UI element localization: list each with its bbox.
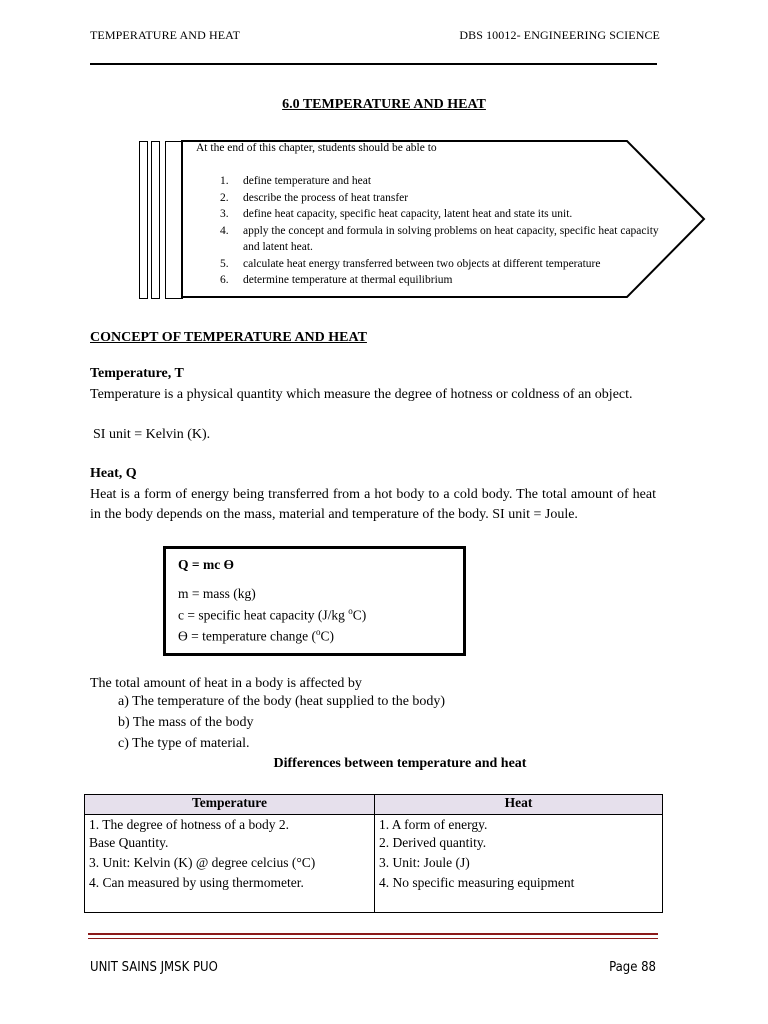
cell-line: 1. A form of energy. (379, 817, 488, 832)
temperature-heading: Temperature, T (90, 366, 184, 381)
objective-number: 3. (220, 208, 229, 220)
cell-line: 3. Unit: Joule (J) (379, 855, 470, 870)
formula-box (163, 546, 466, 656)
heat-cell (375, 815, 663, 913)
cell-line: Base Quantity. (89, 835, 169, 850)
objective-item (196, 206, 666, 223)
objective-text: describe the process of heat transfer (243, 191, 409, 204)
header-right: DBS 10012- ENGINEERING SCIENCE (459, 28, 660, 42)
table-header-temperature: Temperature (85, 795, 375, 815)
cell-line: 4. No specific measuring equipment (379, 875, 575, 890)
cell-line: 4. Can measured by using thermometer. (89, 875, 304, 890)
footer-rule (88, 933, 658, 935)
factor-item: a) The temperature of the body (heat supplied to the body) (118, 694, 446, 709)
objective-item (196, 190, 666, 207)
objective-number: 2. (220, 191, 229, 204)
table-header-row (85, 795, 663, 815)
objective-item (196, 223, 666, 256)
objective-number: 6. (220, 274, 229, 286)
factor-item: c) The type of material. (118, 736, 250, 751)
comparison-table (84, 794, 663, 913)
cell-line: 1. The degree of hotness of a body 2. (89, 817, 289, 832)
formula-equation: Q = mc ϴ (178, 557, 235, 572)
cell-line: 3. Unit: Kelvin (K) @ degree celcius (°C) (89, 855, 316, 870)
cell-line: 2. Derived quantity. (379, 835, 487, 850)
objective-text: define temperature and heat (243, 175, 372, 187)
objective-item (196, 256, 666, 273)
objective-number: 4. (220, 224, 229, 237)
table-row (85, 815, 663, 913)
concept-heading: CONCEPT OF TEMPERATURE AND HEAT (90, 330, 367, 345)
formula-temperature-change: ϴ = temperature change ($^o$C) (178, 627, 335, 644)
temperature-definition: Temperature is a physical quantity which measure the degree of hotness or coldness of an object. (90, 387, 633, 402)
objective-text: define heat capacity, specific heat capacity, latent heat and state its unit. (243, 208, 573, 220)
objective-text: determine temperature at thermal equilibrium (243, 274, 453, 286)
decorative-bar (151, 141, 160, 299)
temperature-cell (85, 815, 375, 913)
formula-specific-heat: c = specific heat capacity (J/kg $^o$C) (178, 606, 367, 623)
objective-number: 1. (220, 175, 229, 187)
heat-heading: Heat, Q (90, 466, 137, 481)
objective-item (196, 272, 666, 289)
factors-intro: The total amount of heat in a body is affected by (90, 676, 362, 691)
header-left: TEMPERATURE AND HEAT (90, 28, 241, 42)
objective-text: calculate heat energy transferred between two objects at different temperature (243, 257, 601, 270)
heat-definition: Heat is a form of energy being transferred from a hot body to a cold body. The total amount of heat in the body depends on the mass, material and temperature of the body. SI unit = Joule. (90, 487, 656, 522)
page-number: Page 88 (609, 960, 656, 975)
objectives-list (196, 173, 666, 289)
objectives-box (196, 141, 666, 289)
objective-text: apply the concept and formula in solving problems on heat capacity, specific heat capacity and latent heat. (243, 224, 659, 253)
header-rule (90, 63, 657, 65)
formula-mass: m = mass (kg) (178, 586, 256, 601)
objective-number: 5. (220, 257, 229, 270)
objectives-intro: At the end of this chapter, students should be able to (196, 142, 437, 154)
temperature-si-unit: SI unit = Kelvin (K). (93, 427, 211, 442)
objective-item (196, 173, 666, 190)
page-title: 6.0 TEMPERATURE AND HEAT (282, 97, 486, 112)
footer-left: UNIT SAINS JMSK PUO (90, 960, 218, 975)
table-header-heat: Heat (375, 795, 663, 815)
factor-item: b) The mass of the body (118, 715, 254, 730)
decorative-bar (139, 141, 148, 299)
table-caption: Differences between temperature and heat (273, 756, 527, 771)
footer-rule (88, 938, 658, 939)
